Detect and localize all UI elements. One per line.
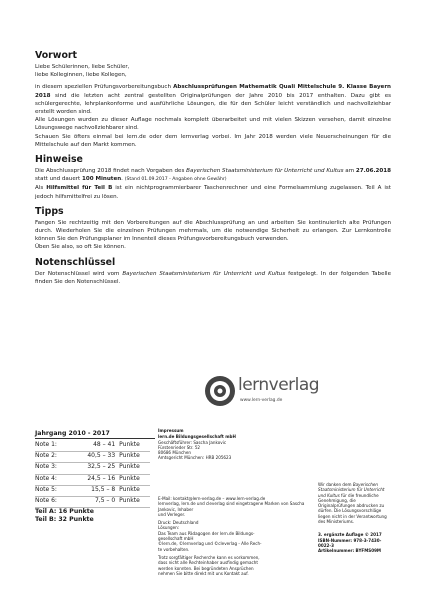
- acknowledgement-text: [318, 482, 392, 524]
- grade-unit: Punkte: [119, 452, 140, 460]
- tipps-paragraph-2: Üben Sie also, so oft Sie können.: [35, 244, 126, 251]
- impressum-email: E-Mail: kontakt@lern-verlag.de – www.lern-verlag.de: [158, 496, 266, 501]
- text: am: [343, 168, 356, 175]
- text: 3. ergänzte Auflage © 2017: [318, 532, 382, 538]
- grade-unit: Punkte: [119, 485, 140, 493]
- impressum-court: Amtsgericht München: HRB 205623: [158, 455, 232, 461]
- acknowledgement-block: [318, 482, 392, 554]
- impressum-team-cont: gesellschaft mbH: [158, 536, 194, 542]
- grade-unit: Punkte: [119, 496, 140, 504]
- status-note: (Stand 01.09.2017 - Angaben ohne Gewähr): [124, 177, 227, 183]
- points-part-a: Teil A: 16 Punkte: [35, 508, 94, 516]
- impressum-note-2: dass nicht alle Rechteinhaber ausfindig gemacht: [158, 560, 258, 566]
- exam-duration: 100 Minuten: [81, 176, 122, 183]
- logo-emblem-icon: [200, 372, 240, 410]
- section-tipps: [35, 206, 391, 252]
- hinweise-paragraph-2: [35, 184, 391, 200]
- grade-label: Note 5:: [35, 485, 57, 493]
- grade-range: 24,5 – 16: [87, 474, 116, 482]
- grade-label: Note 4:: [35, 474, 57, 482]
- grade-range: 7,5 – 0: [94, 496, 116, 504]
- greeting-students: Liebe Schülerinnen, liebe Schüler,: [35, 64, 130, 70]
- text: ISBN-Nummer: 978-3-7430-0022-3: [318, 537, 382, 548]
- section-notenschluessel: [35, 257, 391, 286]
- impressum-rights: ©lern.de, ©lernverlag und ©cleverlag - Alle Rech-: [158, 541, 262, 547]
- impressum-rights-cont: te vorbehalten.: [158, 546, 190, 552]
- greeting-colleagues: liebe Kolleginnen, liebe Kollegen,: [35, 72, 127, 79]
- ministry-name: Bayerischen Staatsministerium für Unterricht und Kultus: [318, 482, 385, 498]
- article-number: [318, 548, 392, 553]
- impressum-ceo: Geschäftsführer: Sascha Jankovic: [158, 439, 227, 445]
- tools-label: Hilfsmittel für Teil B: [46, 185, 113, 192]
- text: festgelegt. In der folgenden Tabelle finden Sie den Notenschlüssel.: [35, 270, 391, 285]
- section-vorwort: [35, 50, 391, 149]
- text: Wir danken dem: [318, 482, 353, 487]
- grade-row: [35, 463, 150, 474]
- exam-date: 27.06.2018: [355, 168, 391, 175]
- heading-notenschluessel: Notenschlüssel: [35, 256, 116, 268]
- grade-range: 32,5 – 25: [87, 463, 116, 471]
- impressum: [158, 428, 270, 461]
- text: lern.de Bildungsgesellschaft mbH: [158, 434, 236, 440]
- impressum-city: 80686 München: [158, 450, 192, 456]
- section-hinweise: [35, 154, 391, 201]
- text: statt und dauert: [35, 176, 82, 183]
- grade-table-block: [35, 430, 155, 523]
- grade-label: Note 6:: [35, 496, 57, 504]
- grade-unit: Punkte: [119, 463, 140, 471]
- grade-row: [35, 485, 150, 496]
- points-part-b: Teil B: 32 Punkte: [35, 515, 94, 523]
- lernverlag-logo: [200, 372, 330, 410]
- text: Der Notenschlüssel wird vom: [35, 270, 123, 277]
- grade-table-title: Jahrgang 2010 - 2017: [35, 430, 155, 439]
- text: Als: [35, 185, 47, 192]
- text: .: [121, 176, 125, 183]
- text: Artikelnummer: BYFMS09M: [318, 548, 382, 554]
- impressum-solutions: Lösungen:: [158, 525, 180, 531]
- ministry-name: Bayerischen Staatsministerium für Unterricht und Kultus: [186, 168, 344, 175]
- logo-url: www.lern-verlag.de: [240, 398, 283, 403]
- grade-row: [35, 441, 150, 452]
- vorwort-paragraph-3: Schauen Sie öfters einmal bei lern.de oder dem lernverlag vorbei. Im Jahr 2018 werden viele Neuerscheinungen für die Mittelschule auf den Markt kommen.: [35, 133, 391, 148]
- notenschluessel-paragraph: [35, 270, 391, 286]
- grade-range: 15,5 – 8: [91, 485, 116, 493]
- text: ist ein nichtprogrammierbarer Taschenrechner und eine Formelsammlung zugelassen. Teil A ist jedoch hilfsmittelfrei zu lösen.: [35, 185, 391, 200]
- grade-range: 40,5 – 33: [87, 452, 116, 460]
- grade-table: [35, 441, 150, 508]
- grade-range: 48 – 41: [93, 441, 116, 448]
- text: in diesem speziellen Prüfungsvorbereitungsbuch: [35, 84, 174, 91]
- impressum-team: Das Team aus Pädagogen der lern.de Bildungs-: [158, 530, 255, 536]
- text: sind die letzten acht zentral gestellten Originalprüfungen der Jahre 2010 bis 2017 enthalten. Dazu gibt es schülergerechte, lehrplankonforme und ausführliche Lösungen, die für den Schüler leicht verständlich und nachvollziehbar erstellt worden sind.: [35, 92, 391, 116]
- text: für die freundliche Genehmigung, die Originalprüfungen abdrucken zu dürfen. Die Lösungsvorschläge liegen nicht in der Verantwortung des Ministeriums.: [318, 492, 387, 525]
- heading-hinweise: Hinweise: [35, 154, 83, 166]
- grade-label: Note 1:: [35, 441, 57, 448]
- grade-row: [35, 452, 150, 463]
- page-content: [35, 50, 391, 291]
- impressum-trademark: lernverlag, lern.de und cleverlag sind eingetragene Marken von Sascha Jankovic, Inhaber: [158, 501, 305, 512]
- impressum-street: Fürstenrieder Str. 52: [158, 444, 201, 450]
- grade-unit: Punkte: [119, 474, 140, 482]
- grade-unit: Punkte: [119, 441, 140, 448]
- heading-tipps: Tipps: [35, 205, 64, 217]
- grade-row: [35, 474, 150, 485]
- impressum-note-3: werden konnten. Bei begründeten Ansprüchen: [158, 565, 254, 571]
- grade-row: [35, 496, 150, 507]
- edition-info: [318, 532, 392, 553]
- impressum-note-1: Trotz sorgfältiger Recherche kann es vorkommen,: [158, 554, 260, 560]
- impressum-contact: [158, 496, 308, 576]
- vorwort-paragraph-2: Alle Lösungen wurden zu dieser Auflage nochmals komplett überarbeitet und mit vielen Skizzen versehen, damit einzelne Lösungswege nachvollziehbarer sind.: [35, 117, 391, 132]
- ministry-name: Bayerischen Staatsministerium für Unterricht und Kultus: [122, 270, 286, 277]
- book-title: Abschlussprüfungen Mathematik Quali Mittelschule 9. Klasse Bayern 2018: [35, 84, 392, 99]
- vorwort-paragraph-1: [35, 83, 391, 116]
- impressum-print: Druck: Deutschland: [158, 520, 199, 526]
- tipps-paragraph-1: Fangen Sie rechtzeitig mit den Vorbereitungen auf die Abschlussprüfung an und arbeiten Sie kontinuierlich alte Prüfungen durch. Wiederholen Sie die einzelnen Prüfungen mehrmals, um die notwendige Sicherheit zu erlangen. Zur Lernkontrolle können Sie den Prüfungsplaner im Innenteil dieses Prüfungsvorbereitungsbuch verwenden.: [35, 219, 391, 243]
- isbn: [318, 538, 392, 549]
- impressum-title: Impressum: [158, 428, 184, 433]
- grade-label: Note 2:: [35, 452, 57, 460]
- impressum-trademark-cont: und Verleger.: [158, 511, 186, 517]
- logo-wordmark: lernverlag: [238, 375, 320, 395]
- impressum-note-4: nehmen Sie bitte direkt mit uns Kontakt auf.: [158, 570, 249, 576]
- text: Die Abschlussprüfung 2018 findet nach Vorgaben des: [35, 168, 187, 175]
- grade-label: Note 3:: [35, 463, 57, 471]
- hinweise-paragraph-1: [35, 167, 391, 184]
- heading-vorwort: Vorwort: [35, 50, 78, 61]
